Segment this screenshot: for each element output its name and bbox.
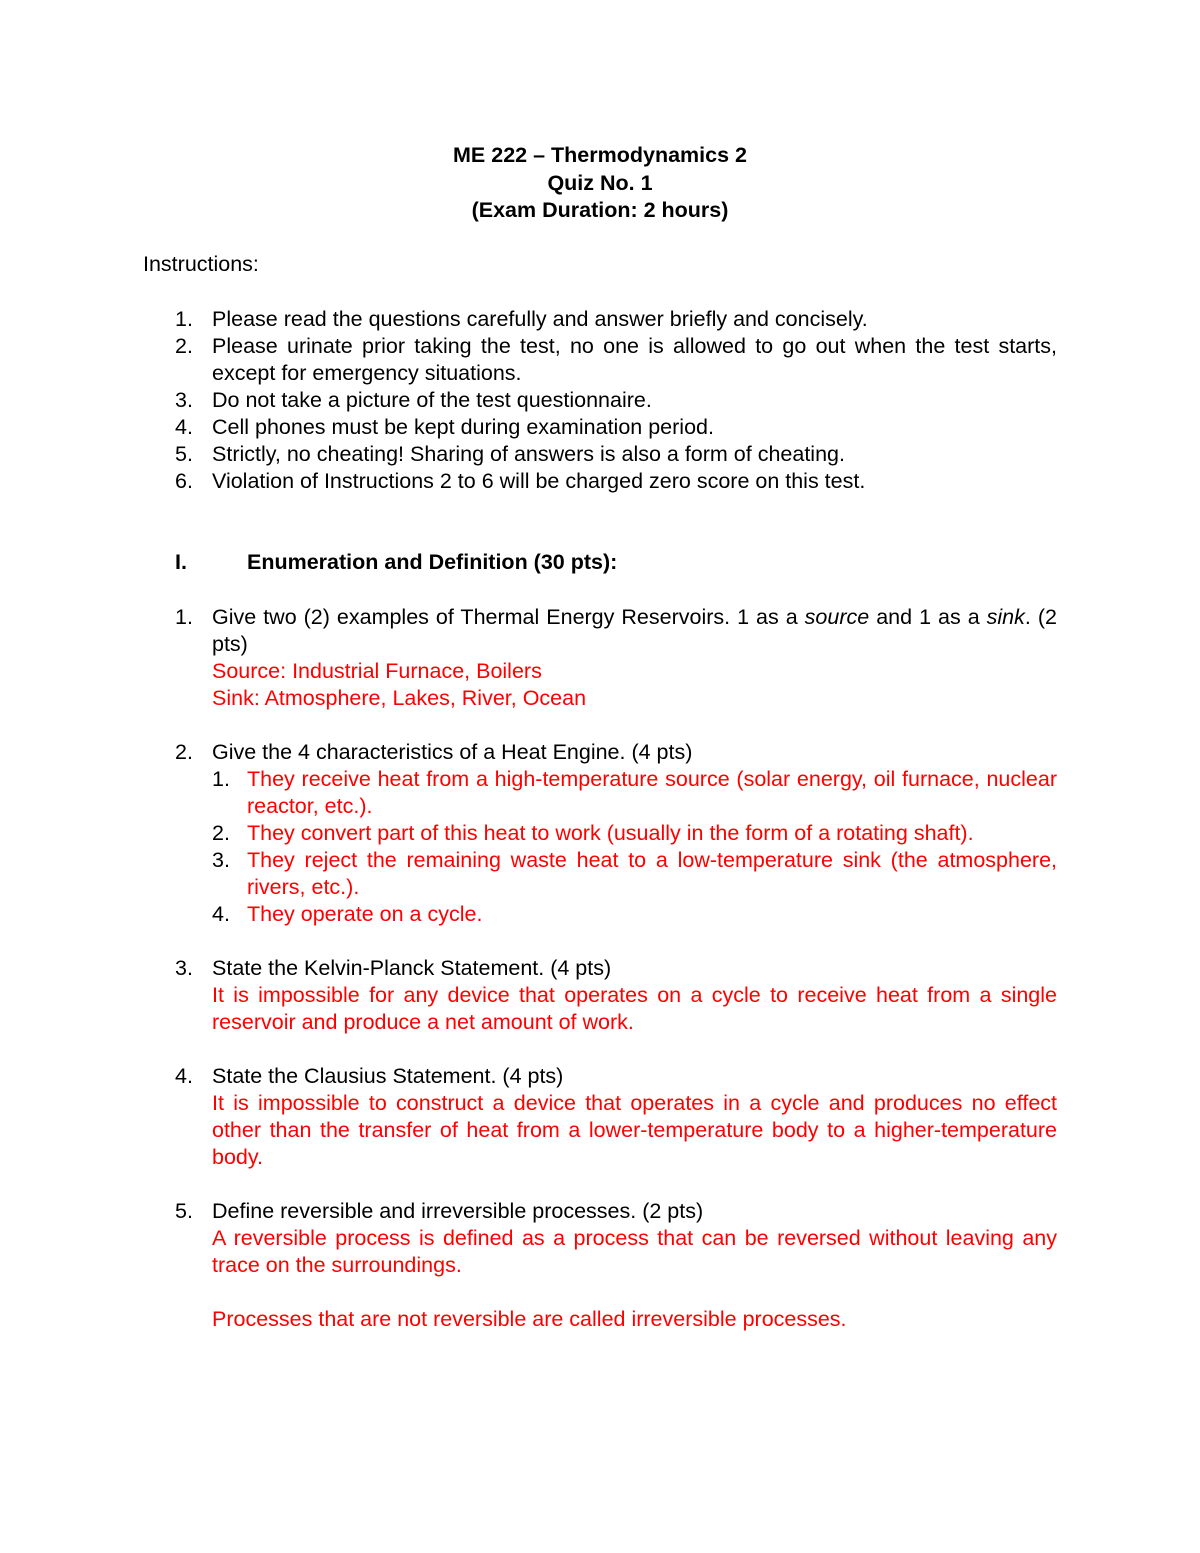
- instruction-item: [143, 414, 1057, 441]
- answer-text: They operate on a cycle.: [247, 901, 483, 926]
- instructions-label: Instructions:: [143, 251, 259, 276]
- question-text-italic: sink: [986, 604, 1025, 629]
- instructions-list: [143, 306, 1057, 495]
- question-text-part: . (2 pts): [212, 604, 1057, 656]
- instruction-text: Do not take a picture of the test questionnaire.: [212, 387, 652, 412]
- question-text-part: and 1 as a: [869, 604, 987, 629]
- answer-text: They reject the remaining waste heat to a low-temperature sink (the atmosphere, rivers, etc.).: [247, 847, 1057, 899]
- answer-text: They convert part of this heat to work (usually in the form of a rotating shaft).: [247, 820, 974, 845]
- question-text: Give the 4 characteristics of a Heat Engine. (4 pts): [212, 739, 693, 764]
- answer-text: Processes that are not reversible are called irreversible processes.: [212, 1306, 847, 1331]
- answer-text: It is impossible to construct a device that operates in a cycle and produces no effect other than the transfer of heat from a lower-temperature body to a higher-temperature body.: [212, 1090, 1057, 1169]
- question-2: [143, 739, 1057, 928]
- answer-number: 2.: [212, 820, 230, 845]
- answer-item: [212, 820, 1057, 847]
- answer-line: Sink: Atmosphere, Lakes, River, Ocean: [212, 685, 587, 710]
- instruction-text: Cell phones must be kept during examination period.: [212, 414, 714, 439]
- section-numeral: I.: [175, 549, 187, 574]
- instruction-item: [143, 306, 1057, 333]
- instruction-number: 2.: [175, 333, 193, 358]
- exam-duration: (Exam Duration: 2 hours): [471, 198, 729, 222]
- question-number: 5.: [175, 1198, 193, 1223]
- answer-number: 3.: [212, 847, 230, 872]
- answer-text: A reversible process is defined as a process that can be reversed without leaving any trace on the surroundings.: [212, 1225, 1057, 1277]
- question-number: 1.: [175, 604, 193, 629]
- question-text-italic: source: [804, 604, 870, 629]
- instruction-text: Strictly, no cheating! Sharing of answers is also a form of cheating.: [212, 441, 845, 466]
- instruction-number: 6.: [175, 468, 193, 493]
- question-4: [143, 1063, 1057, 1171]
- question-3: [143, 955, 1057, 1036]
- question-text: State the Clausius Statement. (4 pts): [212, 1063, 564, 1088]
- answer-line: Source: Industrial Furnace, Boilers: [212, 658, 542, 683]
- answer-text: It is impossible for any device that operates on a cycle to receive heat from a single reservoir and produce a net amount of work.: [212, 982, 1057, 1034]
- instruction-number: 4.: [175, 414, 193, 439]
- quiz-number: Quiz No. 1: [547, 170, 653, 195]
- instruction-item: [143, 468, 1057, 495]
- answer-item: [212, 901, 1057, 928]
- section-title: Enumeration and Definition (30 pts):: [247, 549, 618, 574]
- answer-text: They receive heat from a high-temperature source (solar energy, oil furnace, nuclear reactor, etc.).: [247, 766, 1057, 818]
- instruction-text: Please read the questions carefully and answer briefly and concisely.: [212, 306, 868, 331]
- question-1: [143, 604, 1057, 712]
- instruction-item: [143, 441, 1057, 468]
- document-header: [143, 142, 1057, 225]
- instruction-number: 5.: [175, 441, 193, 466]
- answer-number: 1.: [212, 766, 230, 791]
- answer-item: [212, 847, 1057, 901]
- instruction-text: Please urinate prior taking the test, no one is allowed to go out when the test starts, except for emergency situations.: [212, 333, 1057, 385]
- quiz-document: [143, 142, 1057, 1360]
- answer-list: [212, 766, 1057, 928]
- question-text-part: Give two (2) examples of Thermal Energy Reservoirs. 1 as a: [212, 604, 805, 629]
- instruction-item: [143, 387, 1057, 414]
- question-number: 4.: [175, 1063, 193, 1088]
- answer-number: 4.: [212, 901, 230, 926]
- course-title: ME 222 – Thermodynamics 2: [453, 143, 747, 167]
- section-heading: [143, 549, 1057, 576]
- instruction-item: [143, 333, 1057, 387]
- question-text: State the Kelvin-Planck Statement. (4 pts): [212, 955, 612, 980]
- question-number: 2.: [175, 739, 193, 764]
- instruction-text: Violation of Instructions 2 to 6 will be charged zero score on this test.: [212, 468, 866, 493]
- question-5: [143, 1198, 1057, 1333]
- question-text: Define reversible and irreversible processes. (2 pts): [212, 1198, 704, 1223]
- instruction-number: 3.: [175, 387, 193, 412]
- question-text: [212, 604, 1057, 658]
- answer-item: [212, 766, 1057, 820]
- questions-list: [143, 604, 1057, 1333]
- question-number: 3.: [175, 955, 193, 980]
- instruction-number: 1.: [175, 306, 193, 331]
